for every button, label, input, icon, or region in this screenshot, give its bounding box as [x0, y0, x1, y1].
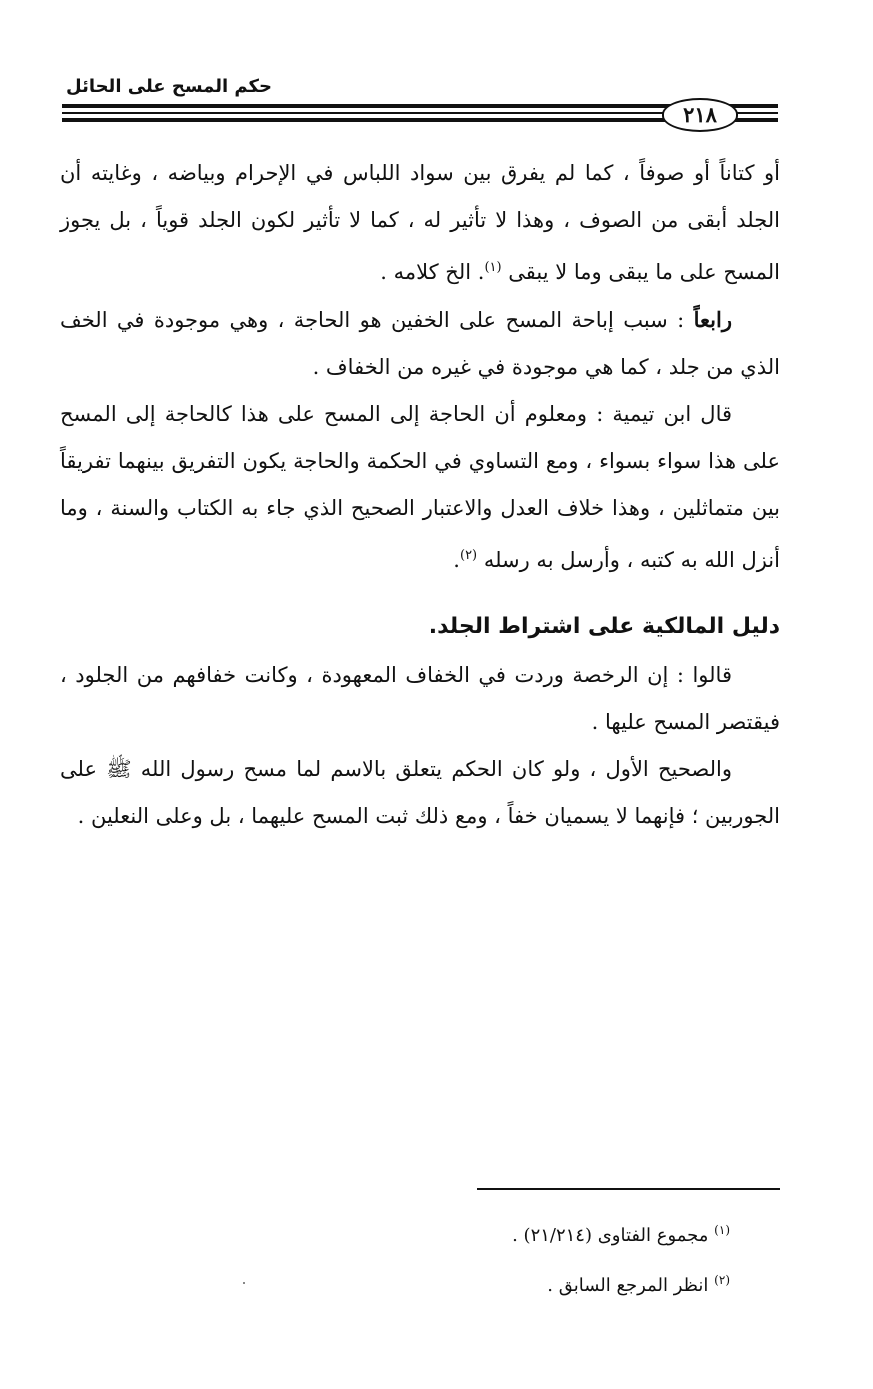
paragraph-2-lead: رابعاً	[693, 307, 732, 332]
paragraph-1-tail: . الخ كلامه .	[380, 260, 485, 284]
main-text	[60, 150, 780, 840]
footnote-2-marker: (٢)	[714, 1273, 730, 1287]
paragraph-3	[60, 391, 780, 584]
section-paragraph-1: قالوا : إن الرخصة وردت في الخفاف المعهودة ، وكانت خفافهم من الجلود ، فيقتصر المسح عليها .	[60, 663, 780, 734]
footnote-2-text: انظر المرجع السابق .	[547, 1275, 709, 1296]
footnote-separator	[477, 1188, 780, 1190]
paragraph-2	[60, 296, 780, 391]
footnote-1	[300, 1208, 730, 1258]
paragraph-1-text: أو كتاناً أو صوفاً ، كما لم يفرق بين سواد اللباس في الإحرام وبياضه ، وغايته أن الجلد أبقى من الصوف ، وهذا لا تأثير له ، كما لا تأثير لكون الجلد قوياً ، بل يجوز المسح على ما يبقى وما لا يبقى	[60, 161, 780, 284]
paragraph-3-text: قال ابن تيمية : ومعلوم أن الحاجة إلى المسح على هذا كالحاجة إلى المسح على هذا سواء بسواء ، ومع التساوي في الحكمة والحاجة يكون التفريق بينهما تفريقاً بين متماثلين ، وهذا خلاف العدل والاعتبار الصحيح الذي جاء به الكتاب والسنة ، وما أنزل الله به كتبه ، وأرسل به رسله	[60, 402, 780, 572]
running-title: حكم المسح على الحائل	[66, 76, 272, 97]
footnotes	[300, 1208, 730, 1308]
print-speck	[243, 1282, 245, 1284]
section-paragraph-2: والصحيح الأول ، ولو كان الحكم يتعلق بالاسم لما مسح رسول الله ﷺ على الجوربين ؛ فإنهما لا يسميان خفاً ، ومع ذلك ثبت المسح عليهما ، بل وعلى النعلين .	[60, 757, 780, 828]
footnote-2	[300, 1258, 730, 1308]
paragraph-2-text: : سبب إباحة المسح على الخفين هو الحاجة ، وهي موجودة في الخف الذي من جلد ، كما هي موجودة في غيره من الخفاف .	[60, 308, 780, 379]
paragraph-1	[60, 150, 780, 296]
paragraph-3-tail: .	[453, 548, 460, 572]
footnote-1-marker: (١)	[714, 1223, 730, 1237]
footnote-ref-1: (١)	[484, 260, 502, 275]
section-heading: دليل المالكية على اشتراط الجلد.	[428, 614, 780, 639]
footnote-1-text: مجموع الفتاوى (٢١/٢١٤) .	[512, 1225, 709, 1246]
page-number-badge: ٢١٨	[662, 98, 738, 132]
footnote-ref-2: (٢)	[459, 548, 478, 563]
